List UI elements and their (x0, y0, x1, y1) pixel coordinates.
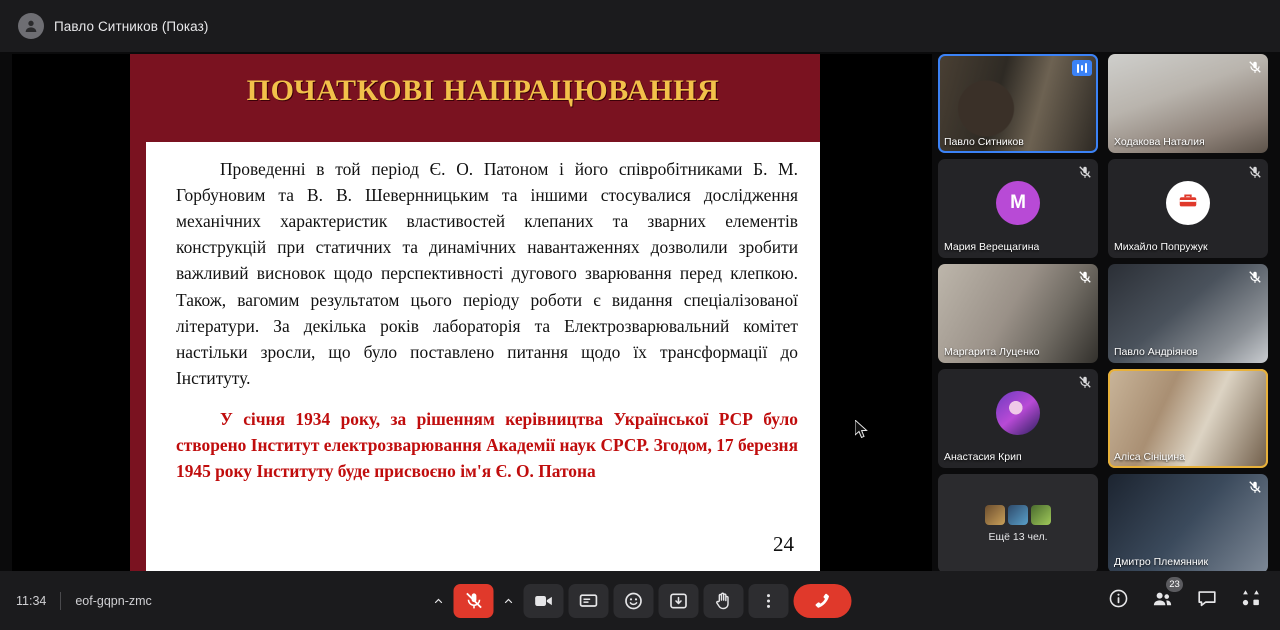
slide-paragraph-primary: Проведенні в той період Є. О. Патоном і його співробітниками Б. М. Горбуновим та В. В. Шевернницьким та іншими стосувалися дослідження механічних характеристик властивостей клепаних та зварних елементів конструкцій при статичних та динамічних навантаженнях дозволили зробити важливий висновок щодо перспективності дугового зварювання перед клепкою. Також, вагомим результатом цього періоду роботи є видання спеціалізованої літератури. За декілька років лабораторія та Електрозварювальний комітет настільки зросли, що було поставлено питання щодо їх трансформації до Інституту. (176, 159, 798, 388)
microphone-toggle[interactable] (454, 584, 494, 618)
divider (60, 592, 61, 610)
call-controls (429, 584, 852, 618)
slide-title: ПОЧАТКОВІ НАПРАЦЮВАННЯ (246, 74, 720, 107)
presenter-label: Павло Ситников (Показ) (54, 18, 209, 34)
leave-call-button[interactable] (794, 584, 852, 618)
participant-name: Дмитро Племянник (1114, 556, 1209, 568)
participant-name: Ходакова Наталия (1114, 136, 1205, 148)
participant-name: Аліса Сініцина (1114, 451, 1186, 463)
smiley-icon (624, 591, 644, 611)
presenter-indicator (18, 13, 208, 39)
apps-icon (1240, 587, 1262, 614)
participant-name: Павло Ситников (944, 136, 1024, 148)
more-participants-tile[interactable] (938, 474, 1098, 573)
meeting-info-button[interactable] (1108, 588, 1129, 614)
meeting-meta (16, 592, 152, 610)
participant-tile[interactable] (1108, 159, 1268, 258)
participant-grid (938, 54, 1268, 571)
participant-name: Павло Андріянов (1114, 346, 1198, 358)
present-icon (579, 591, 599, 611)
participant-tile[interactable] (938, 54, 1098, 153)
hangup-icon (811, 589, 835, 613)
capture-screenshot-button[interactable] (659, 584, 699, 618)
more-options-button[interactable] (749, 584, 789, 618)
camera-toggle[interactable] (524, 584, 564, 618)
activities-button[interactable] (1240, 587, 1262, 614)
audio-active-icon (1072, 60, 1092, 76)
camera-icon (534, 591, 554, 611)
present-screen-button[interactable] (569, 584, 609, 618)
presentation-slide (130, 54, 820, 571)
raise-hand-button[interactable] (704, 584, 744, 618)
participant-tile[interactable] (1108, 264, 1268, 363)
participant-tile[interactable] (938, 369, 1098, 468)
participant-tile[interactable] (1108, 474, 1268, 573)
more-participants-label: Ещё 13 чел. (988, 530, 1048, 543)
participant-name: Михайло Попружук (1114, 241, 1208, 253)
mic-off-icon (1248, 165, 1262, 179)
reactions-button[interactable] (614, 584, 654, 618)
kebab-menu-icon (759, 591, 779, 611)
mic-off-icon (1248, 480, 1262, 494)
participant-tile[interactable] (938, 264, 1098, 363)
slide-paragraph-highlight: У січня 1934 року, за рішенням керівництва Української РСР було створено Інститут електрозварювання Академії наук СРСР. Згодом, 17 березня 1945 року Інституту буде присвоєно ім'я Є. О. Патона (176, 409, 798, 482)
avatar (1166, 181, 1210, 225)
slide-left-rail (130, 54, 146, 571)
avatar (996, 391, 1040, 435)
mic-off-icon (1078, 165, 1092, 179)
more-participants-thumbnails (985, 505, 1051, 525)
right-tools (1108, 578, 1262, 615)
mic-off-icon (464, 591, 483, 610)
participants-button[interactable] (1151, 578, 1180, 615)
shared-screen-stage[interactable] (12, 54, 932, 571)
participants-count-badge: 23 (1166, 577, 1183, 592)
bottom-bar (0, 571, 1280, 630)
top-bar (0, 0, 1280, 52)
chat-icon (1196, 587, 1218, 614)
participant-name: Анастасия Крип (944, 451, 1022, 463)
toolbox-icon (1177, 189, 1199, 217)
hand-icon (714, 591, 734, 611)
presenter-avatar (18, 13, 44, 39)
capture-icon (669, 591, 689, 611)
participant-tile[interactable] (1108, 369, 1268, 468)
participant-name: Мария Верещагина (944, 241, 1040, 253)
mic-off-icon (1248, 270, 1262, 284)
meeting-id: eof-gqpn-zmc (75, 593, 152, 608)
participant-name: Маргарита Луценко (944, 346, 1040, 358)
chat-button[interactable] (1196, 587, 1218, 614)
mic-off-icon (1078, 270, 1092, 284)
info-icon (1108, 588, 1129, 614)
participant-tile[interactable] (1108, 54, 1268, 153)
camera-options-chevron-icon[interactable] (499, 584, 519, 618)
clock: 11:34 (16, 593, 47, 608)
participant-tile[interactable] (938, 159, 1098, 258)
mic-off-icon (1248, 60, 1262, 74)
mic-off-icon (1078, 375, 1092, 389)
slide-page-number: 24 (773, 532, 794, 556)
avatar: M (996, 181, 1040, 225)
mic-options-chevron-icon[interactable] (429, 584, 449, 618)
